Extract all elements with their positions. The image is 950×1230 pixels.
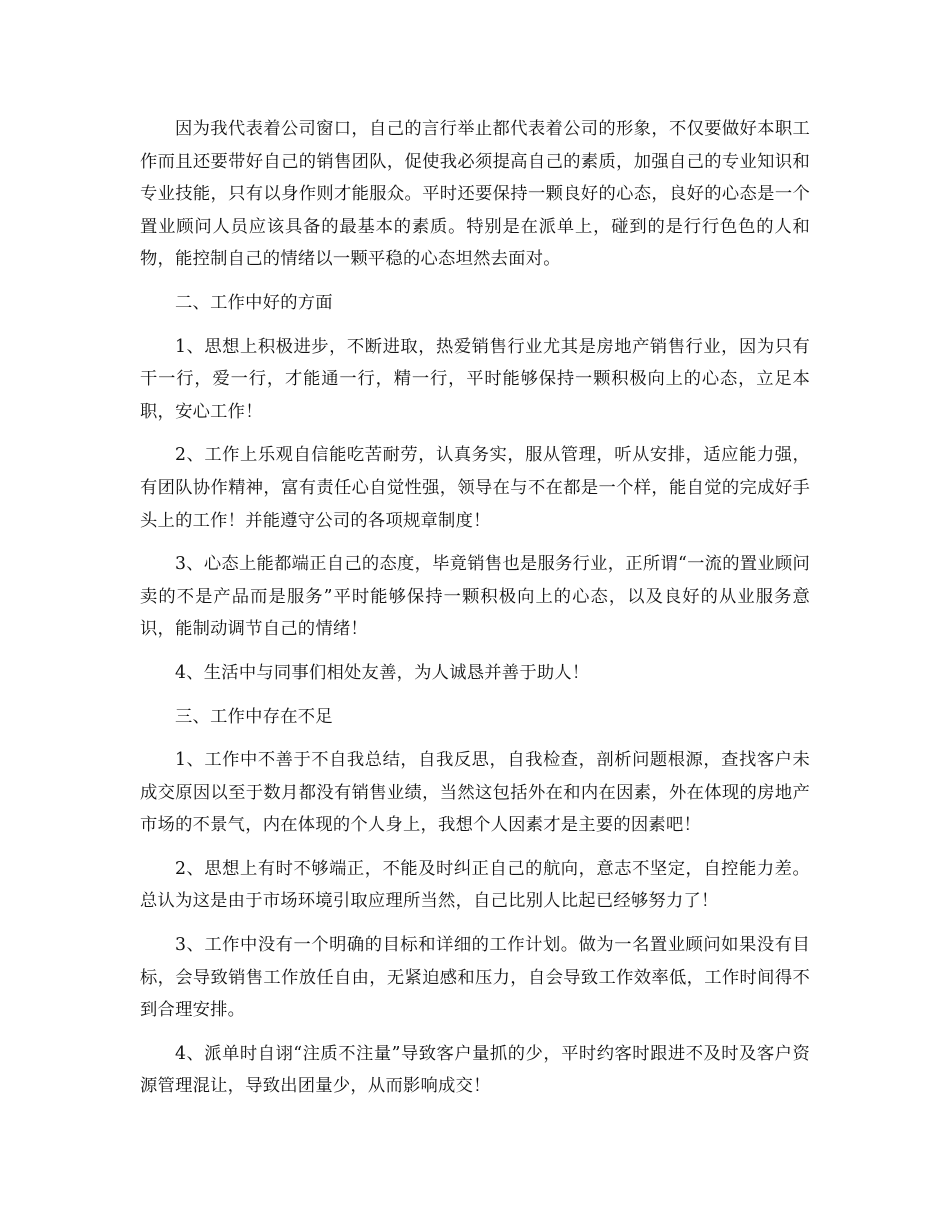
paragraph-strength-4: 4、生活中与同事们相处友善，为人诚恳并善于助人！ [175,662,590,683]
paragraph-weakness-1: 1、工作中不善于不自我总结，自我反思，自我检查，剖析问题根源，查找客户未成交原因以至于数月都没有销售业绩，当然这包括外在和内在因素，外在体现的房地产市场的不景气，内在体现的个人身上，我想个人因素才是主要的因素吧！ [140,750,810,836]
section-heading-strengths: 二、工作中好的方面 [175,292,333,313]
section-heading-weaknesses: 三、工作中存在不足 [175,706,333,727]
paragraph-weakness-4: 4、派单时自诩“注质不注量”导致客户量抓的少，平时约客时跟进不及时及客户资源管理混让，导致出团量少，从而影响成交！ [140,1043,810,1097]
paragraph-intro: 因为我代表着公司窗口，自己的言行举止都代表着公司的形象，不仅要做好本职工作而且还要带好自己的销售团队，促使我必须提高自己的素质，加强自己的专业知识和专业技能，只有以身作则才能服众。平时还要保持一颗良好的心态，良好的心态是一个置业顾问人员应该具备的最基本的素质。特别是在派单上，碰到的是行行色色的人和物，能控制自己的情绪以一颗平稳的心态坦然去面对。 [140,119,810,270]
paragraph-strength-2: 2、工作上乐观自信能吃苦耐劳，认真务实，服从管理，听从安排，适应能力强，有团队协作精神，富有责任心自觉性强，领导在与不在都是一个样，能自觉的完成好手头上的工作！并能遵守公司的各项规章制度！ [140,445,810,531]
paragraph-weakness-3: 3、工作中没有一个明确的目标和详细的工作计划。做为一名置业顾问如果没有目标，会导致销售工作放任自由，无紧迫感和压力，自会导致工作效率低，工作时间得不到合理安排。 [140,935,810,1021]
paragraph-strength-3: 3、心态上能都端正自己的态度，毕竟销售也是服务行业，正所谓“一流的置业顾问卖的不是产品而是服务”平时能够保持一颗积极向上的心态，以及良好的从业服务意识，能制动调节自己的情绪！ [140,554,810,640]
document-page [140,113,810,1114]
paragraph-weakness-2: 2、思想上有时不够端正，不能及时纠正自己的航向，意志不坚定，自控能力差。总认为这是由于市场环境引取应理所当然，自己比别人比起已经够努力了！ [140,858,810,912]
paragraph-strength-1: 1、思想上积极进步，不断进取，热爱销售行业尤其是房地产销售行业，因为只有干一行，爱一行，才能通一行，精一行，平时能够保持一颗积极向上的心态，立足本职，安心工作！ [140,336,810,422]
